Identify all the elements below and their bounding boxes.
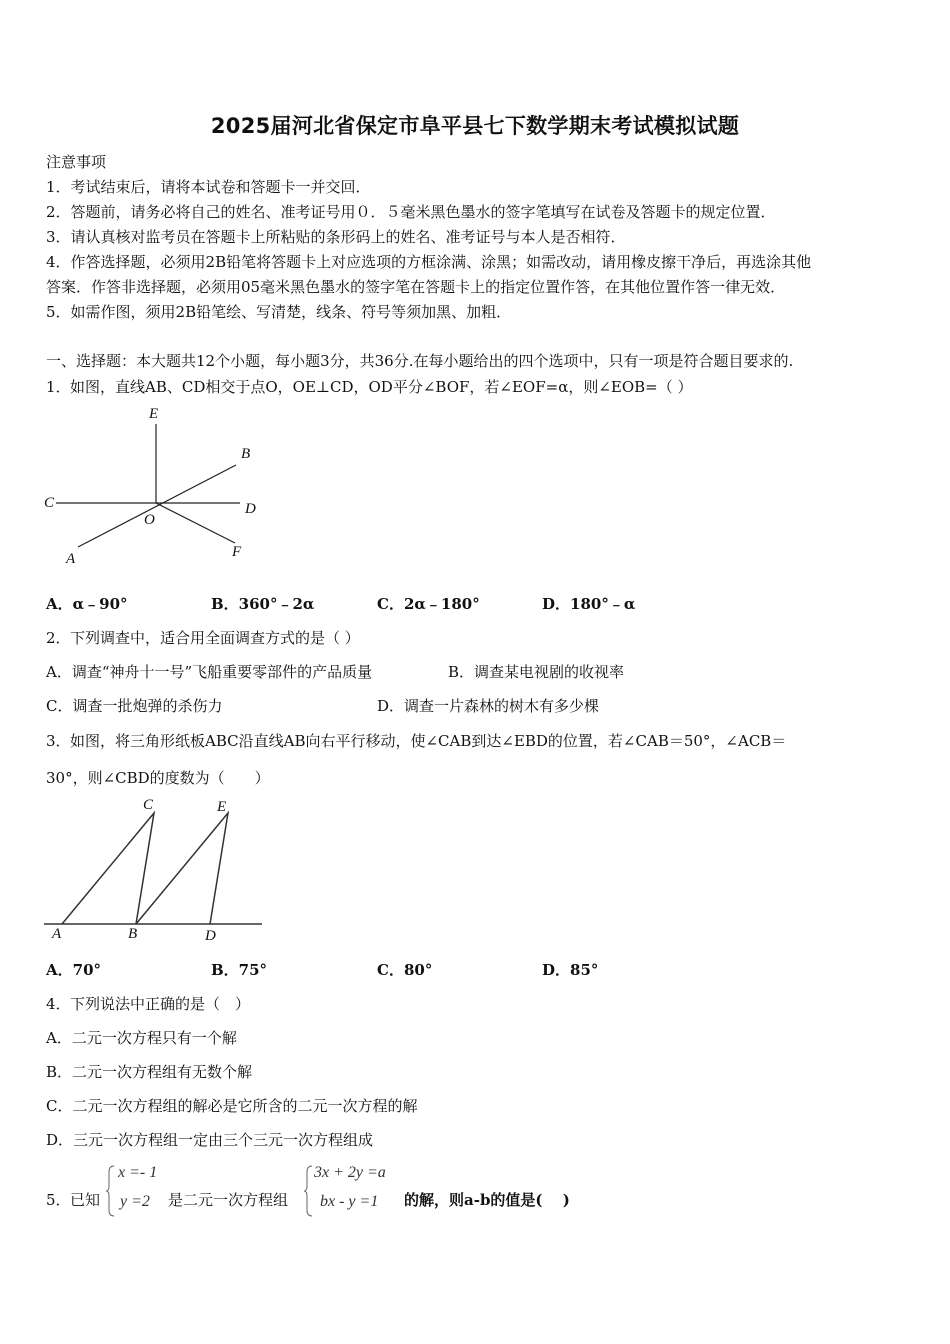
q5-post: 的解，则a-b的值是( ) (404, 1191, 570, 1209)
label-a: A (66, 551, 76, 567)
q3-option-a: A．70° (46, 961, 102, 979)
q1-option-d: D．180°﹣α (542, 595, 636, 613)
q4-option-c: C．二元一次方程组的解必是它所含的二元一次方程的解 (46, 1097, 418, 1115)
q1-option-b: B．360°﹣2α (211, 595, 315, 613)
q1-figure (40, 400, 270, 570)
q2-number: 2． (46, 629, 71, 647)
notice-item: 5．如需作图，须用2B铅笔绘、写清楚，线条、符号等须加黑、加粗． (46, 303, 512, 321)
q3-number: 3． (46, 732, 71, 750)
q3-text-line1: 如图，将三角形纸板ABC沿直线AB向右平行移动，使∠CAB到达∠EBD的位置，若∠CAB＝50°，∠ACB＝ (70, 732, 787, 750)
system2-eq1: 3x + 2y =a (314, 1164, 386, 1181)
q4-number: 4． (46, 995, 71, 1013)
q4-option-a: A．二元一次方程只有一个解 (46, 1029, 237, 1047)
q2-option-d: D．调查一片森林的树木有多少棵 (377, 697, 600, 715)
q1-number: 1． (46, 378, 71, 396)
label-c: C (143, 797, 154, 813)
q2-option-a: A．调查“神舟十一号”飞船重要零部件的产品质量 (46, 663, 373, 681)
line-ab (78, 465, 236, 547)
notice-item: 答案．作答非选择题，必须用05毫米黑色墨水的签字笔在答题卡上的指定位置作答，在其他位置作答一律无效． (46, 278, 786, 296)
ray-of (156, 503, 235, 543)
system-brace (106, 1164, 116, 1218)
q3-text-line2: 30°，则∠CBD的度数为（ ） (46, 769, 270, 787)
q1-text: 如图，直线AB、CD相交于点O，OE⊥CD，OD平分∠BOF，若∠EOF=α，则∠EOB=（ ） (70, 378, 693, 396)
triangle-bde (136, 813, 228, 924)
q2-option-c: C．调查一批炮弹的杀伤力 (46, 697, 223, 715)
label-d: D (205, 928, 216, 944)
q1-option-c: C．2α﹣180° (377, 595, 480, 613)
notice-item: 3．请认真核对监考员在答题卡上所粘贴的条形码上的姓名、准考证号与本人是否相符． (46, 228, 626, 246)
label-a: A (52, 926, 62, 942)
q2-option-b: B．调查某电视剧的收视率 (448, 663, 625, 681)
q3-figure (40, 792, 270, 948)
q3-option-c: C．80° (377, 961, 433, 979)
q5-pre: 已知 (70, 1191, 101, 1209)
notice-item: 2．答题前，请务必将自己的姓名、准考证号用０．５毫米黑色墨水的签字笔填写在试卷及答题卡的规定位置． (46, 203, 776, 221)
notice-heading: 注意事项 (46, 153, 107, 171)
notice-item: 1．考试结束后，请将本试卷和答题卡一并交回． (46, 178, 371, 196)
q2-text: 下列调查中，适合用全面调查方式的是（ ） (70, 629, 360, 647)
label-f: F (232, 544, 242, 560)
label-e: E (149, 406, 159, 422)
q4-option-d: D．三元一次方程组一定由三个三元一次方程组成 (46, 1131, 374, 1149)
system1-eq1: x =- 1 (118, 1164, 158, 1181)
system-brace (304, 1164, 314, 1218)
system1-eq2: y =2 (120, 1193, 150, 1210)
notice-item: 4．作答选择题，必须用2B铅笔将答题卡上对应选项的方框涂满、涂黑；如需改动，请用橡皮擦干净后，再选涂其他 (46, 253, 812, 271)
q4-option-b: B．二元一次方程组有无数个解 (46, 1063, 253, 1081)
label-e: E (217, 799, 227, 815)
page-title: 2025届河北省保定市阜平县七下数学期末考试模拟试题 (210, 114, 740, 138)
triangle-abc (62, 813, 154, 924)
q5-mid: 是二元一次方程组 (168, 1191, 289, 1209)
q3-option-b: B．75° (211, 961, 268, 979)
q3-option-d: D．85° (542, 961, 599, 979)
label-o: O (144, 512, 155, 528)
label-b: B (128, 926, 138, 942)
q1-option-a: A．α﹣90° (46, 595, 128, 613)
label-c: C (44, 495, 55, 511)
system2-eq2: bx - y =1 (320, 1193, 379, 1210)
section-heading: 一、选择题：本大题共12个小题，每小题3分，共36分.在每小题给出的四个选项中，只有一项是符合题目要求的. (46, 352, 794, 370)
q5-number: 5． (46, 1191, 71, 1209)
q4-text: 下列说法中正确的是（ ） (70, 995, 251, 1013)
label-b: B (241, 446, 251, 462)
label-d: D (245, 501, 256, 517)
